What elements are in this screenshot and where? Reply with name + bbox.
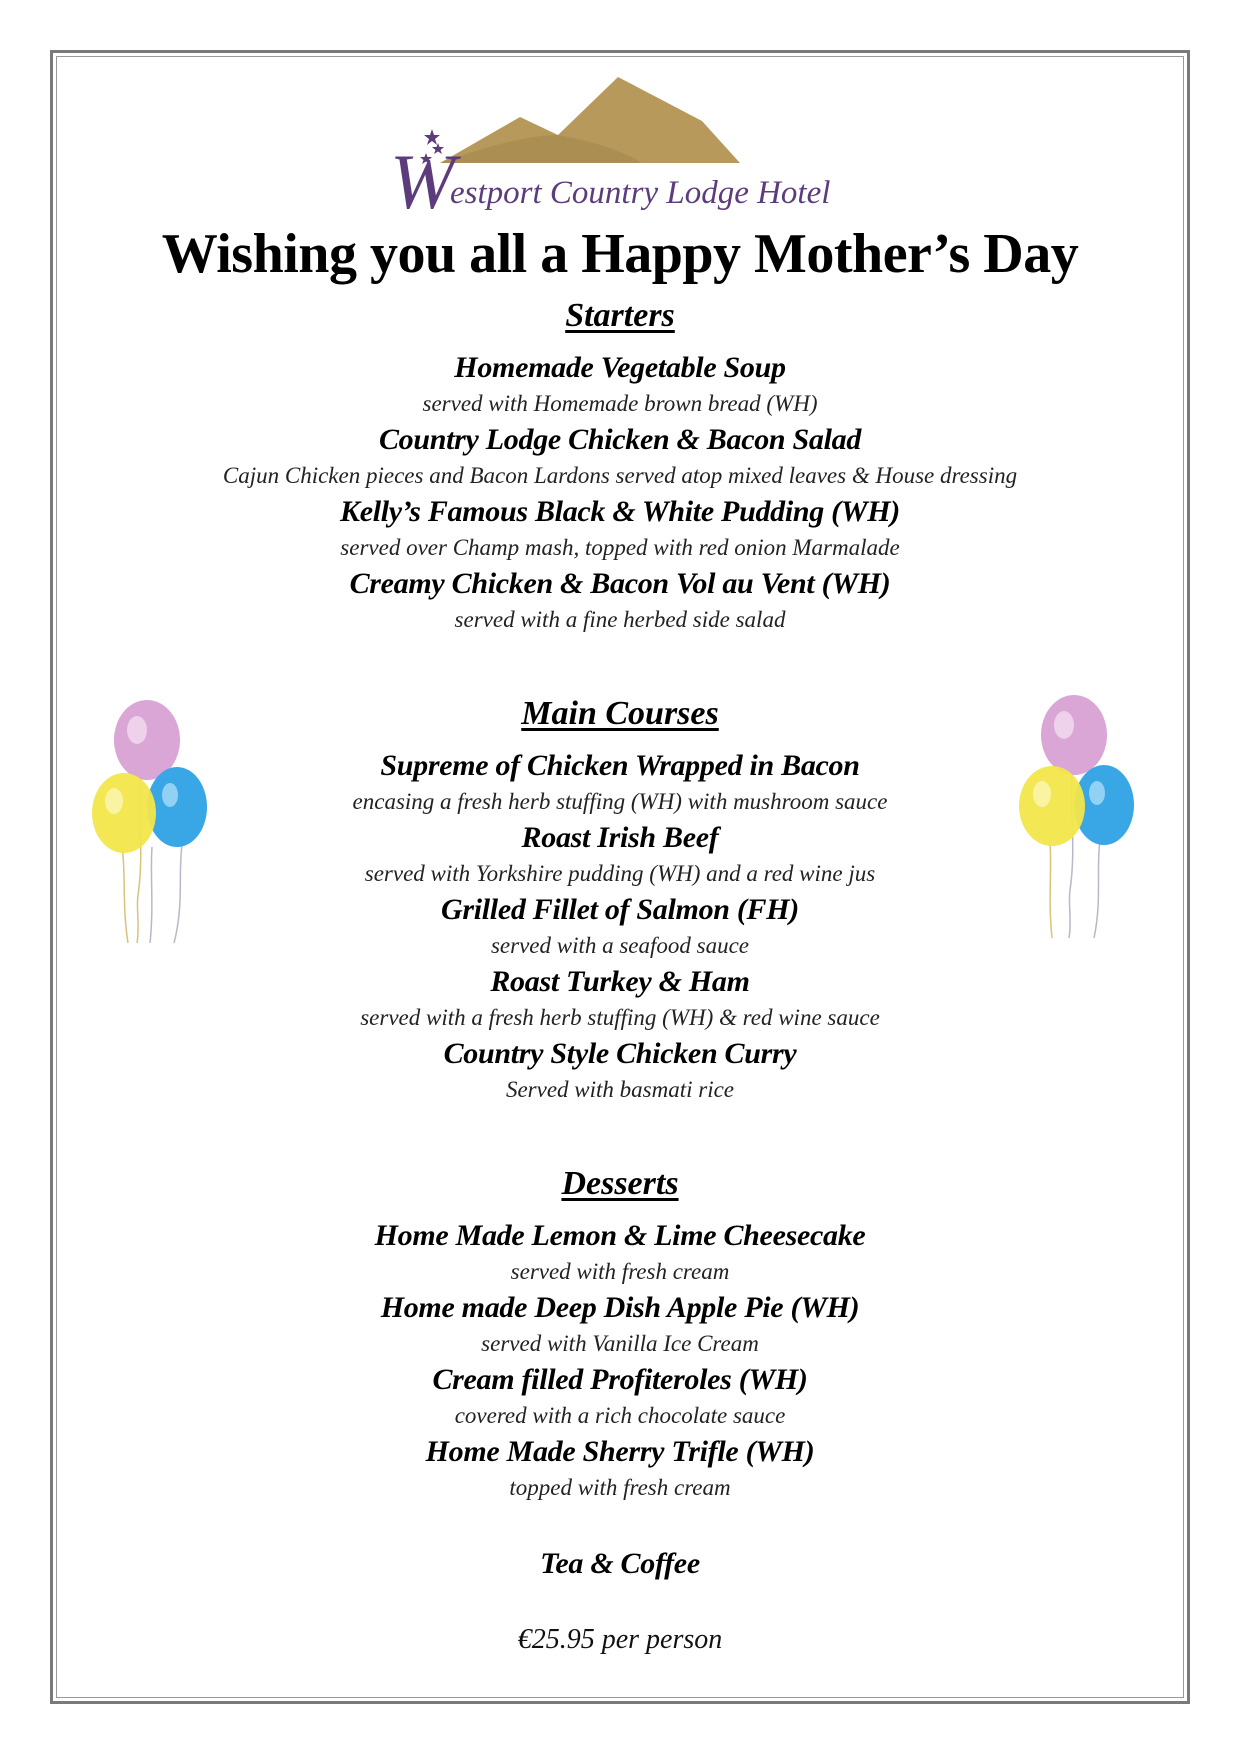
menu-item (140, 1361, 1100, 1433)
menu-item (140, 421, 1100, 493)
dish-description: Cajun Chicken pieces and Bacon Lardons served atop mixed leaves & House dressing (222, 463, 1018, 488)
section-title-starters: Starters (565, 297, 675, 334)
menu-item (140, 349, 1100, 421)
dish-name: Roast Irish Beef (521, 821, 719, 854)
section-title-desserts: Desserts (561, 1165, 679, 1202)
menu-item (140, 819, 1100, 891)
dish-name: Homemade Vegetable Soup (454, 351, 786, 384)
menu-item (140, 565, 1100, 637)
dish-name: Kelly’s Famous Black & White Pudding (WH) (340, 495, 900, 528)
dish-description: encasing a fresh herb stuffing (WH) with mushroom sauce (352, 789, 888, 814)
logo-text: estport Country Lodge Hotel (450, 175, 831, 211)
dish-name: Grilled Fillet of Salmon (FH) (441, 893, 799, 926)
dish-description: served over Champ mash, topped with red onion Marmalade (340, 535, 900, 560)
dish-name: Home made Deep Dish Apple Pie (WH) (380, 1291, 860, 1324)
logo-initial: W (390, 138, 455, 225)
page-title: Wishing you all a Happy Mother’s Day (161, 223, 1079, 285)
dish-description: served with Vanilla Ice Cream (481, 1331, 759, 1356)
dish-description: served with fresh cream (510, 1259, 730, 1284)
hotel-logo (380, 75, 860, 225)
dish-name: Home Made Lemon & Lime Cheesecake (374, 1219, 866, 1252)
dish-name: Country Lodge Chicken & Bacon Salad (378, 423, 862, 456)
dish-name: Supreme of Chicken Wrapped in Bacon (380, 749, 860, 782)
dish-name: Cream filled Profiteroles (WH) (432, 1363, 808, 1396)
dish-description: Served with basmati rice (505, 1077, 735, 1102)
dish-name: Creamy Chicken & Bacon Vol au Vent (WH) (349, 567, 891, 600)
dish-name: Home Made Sherry Trifle (WH) (425, 1435, 815, 1468)
dish-description: topped with fresh cream (509, 1475, 731, 1500)
price: €25.95 per person (517, 1624, 723, 1655)
menu-item (140, 1217, 1100, 1289)
dish-name: Roast Turkey & Ham (490, 965, 750, 998)
dish-description: served with Yorkshire pudding (WH) and a red wine jus (364, 861, 876, 886)
menu-item (140, 747, 1100, 819)
dish-description: covered with a rich chocolate sauce (454, 1403, 786, 1428)
section-title-main-courses: Main Courses (521, 695, 719, 732)
menu-item (140, 1433, 1100, 1505)
dish-description: served with a seafood sauce (490, 933, 750, 958)
menu (140, 296, 1100, 1657)
menu-item (140, 963, 1100, 1035)
dish-name: Country Style Chicken Curry (443, 1037, 797, 1070)
dish-description: served with a fresh herb stuffing (WH) & red wine sauce (360, 1005, 880, 1030)
menu-item (140, 1289, 1100, 1361)
menu-item (140, 493, 1100, 565)
menu-item (140, 1035, 1100, 1107)
dish-description: served with a fine herbed side salad (454, 607, 786, 632)
beverages: Tea & Coffee (540, 1547, 700, 1580)
menu-item (140, 891, 1100, 963)
dish-description: served with Homemade brown bread (WH) (422, 391, 818, 416)
